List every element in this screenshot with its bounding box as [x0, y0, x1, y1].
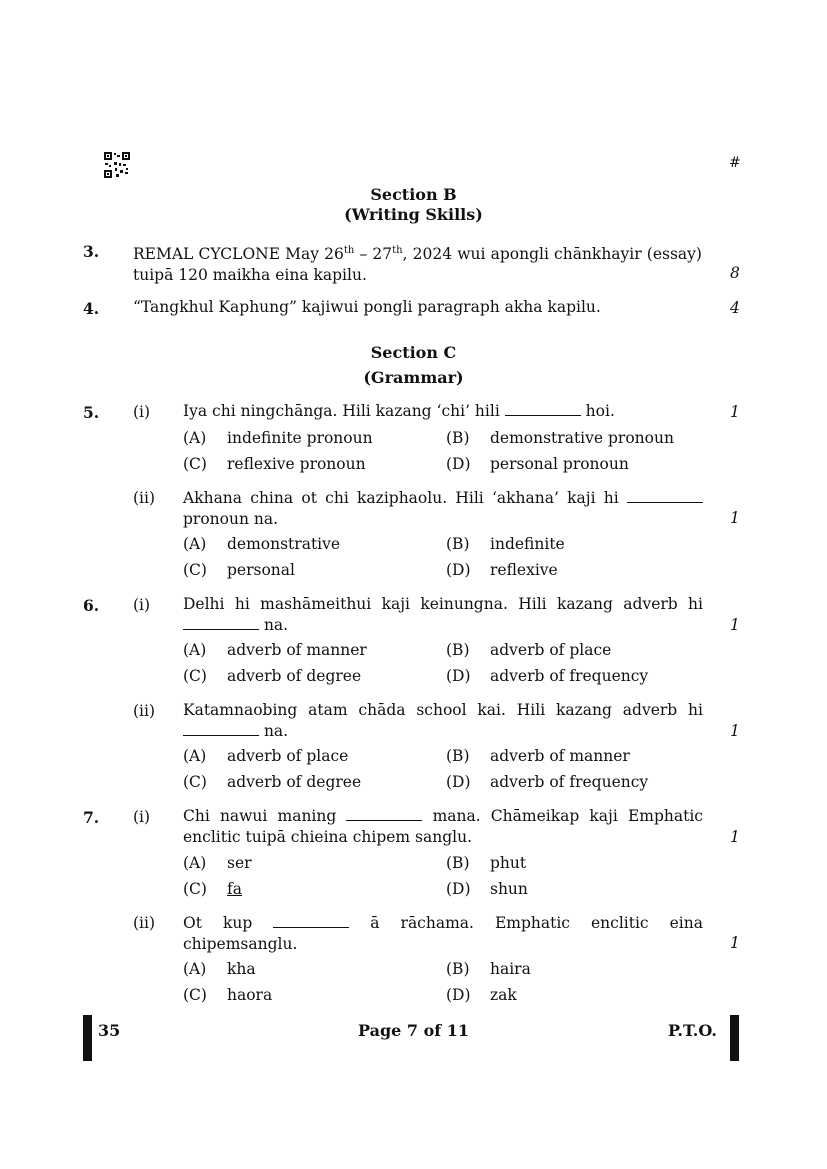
option-label: (A) [183, 960, 207, 978]
option-label: (A) [183, 854, 207, 872]
option-text: kha [227, 960, 256, 978]
option-text: fa [227, 880, 242, 898]
option-label: (A) [183, 429, 207, 447]
answer-blank [627, 490, 703, 503]
section-c-subtitle: (Grammar) [363, 368, 464, 387]
q5-i-label: (i) [133, 403, 151, 421]
answer-blank [505, 403, 581, 416]
option-text: phut [490, 854, 527, 872]
q5-ii-text: Akhana china ot chi kaziphaolu. Hili ‘akhana’ kaji hi pronoun na. [183, 488, 703, 530]
section-b-title: Section B [370, 185, 457, 204]
q5-ii-marks: 1 [730, 509, 740, 527]
q6-i-text: Delhi hi mashāmeithui kaji keinungna. Hili kazang adverb hi na. [183, 595, 703, 634]
footer-pto: P.T.O. [668, 1021, 717, 1040]
q7-i-text: Chi nawui maning mana. Chāmeikap kaji Emphatic enclitic tuipā chieina chipem sanglu. [183, 807, 703, 846]
section-b-subtitle: (Writing Skills) [344, 205, 483, 224]
q4-number: 4. [83, 299, 100, 318]
option-label: (C) [183, 561, 207, 579]
q6-i-label: (i) [133, 596, 151, 614]
footer-right-bar [730, 1015, 739, 1061]
answer-blank [273, 915, 349, 928]
option-text: zak [490, 986, 517, 1004]
option-label: (B) [446, 429, 470, 447]
option-text: adverb of manner [490, 747, 630, 765]
answer-blank [183, 617, 259, 630]
option-text: demonstrative pronoun [490, 429, 674, 447]
q7-ii-text: Ot kup ā rāchama. Emphatic enclitic eina chipemsanglu. [183, 914, 703, 953]
option-label: (D) [446, 667, 471, 685]
option-text: adverb of frequency [490, 773, 649, 791]
option-text: haira [490, 960, 531, 978]
option-label: (A) [183, 641, 207, 659]
option-text: adverb of manner [227, 641, 367, 659]
option-label: (B) [446, 747, 470, 765]
option-text: adverb of frequency [490, 667, 649, 685]
header-mark: # [729, 155, 741, 171]
option-text: indefinite [490, 535, 565, 553]
option-text: indefinite pronoun [227, 429, 373, 447]
option-label: (B) [446, 960, 470, 978]
option-label: (C) [183, 986, 207, 1004]
option-label: (D) [446, 455, 471, 473]
section-c-title: Section C [370, 343, 457, 362]
option-label: (D) [446, 773, 471, 791]
q7-i-marks: 1 [730, 828, 740, 846]
option-text: adverb of degree [227, 773, 362, 791]
q5-i-text: Iya chi ningchānga. Hili kazang ‘chi’ hili hoi. [183, 402, 615, 420]
option-label: (C) [183, 667, 207, 685]
option-text: adverb of degree [227, 667, 362, 685]
option-text: reflexive pronoun [227, 455, 366, 473]
q6-ii-label: (ii) [133, 702, 156, 720]
footer-code: 35 [98, 1021, 121, 1040]
option-label: (A) [183, 747, 207, 765]
answer-blank [183, 723, 259, 736]
q3-text: REMAL CYCLONE May 26th – 27th, 2024 wui apongli chānkhayir (essay) tuipā 120 maikha eina kapilu. [133, 245, 702, 285]
option-text: shun [490, 880, 528, 898]
option-label: (C) [183, 880, 207, 898]
option-label: (A) [183, 535, 207, 553]
option-text: adverb of place [490, 641, 612, 659]
option-text: reflexive [490, 561, 558, 579]
q4-marks: 4 [730, 299, 740, 317]
option-text: ser [227, 854, 252, 872]
footer-page-number: Page 7 of 11 [358, 1021, 469, 1040]
q3-number: 3. [83, 242, 100, 261]
q5-number: 5. [83, 403, 100, 422]
q5-i-marks: 1 [730, 403, 740, 421]
q7-i-label: (i) [133, 808, 151, 826]
q5-ii-label: (ii) [133, 489, 156, 507]
q3-marks: 8 [730, 264, 740, 282]
q6-number: 6. [83, 596, 100, 615]
q7-ii-marks: 1 [730, 934, 740, 952]
option-label: (B) [446, 535, 470, 553]
option-text: haora [227, 986, 273, 1004]
option-label: (D) [446, 986, 471, 1004]
option-label: (B) [446, 854, 470, 872]
qr-code [104, 152, 130, 178]
option-text: personal pronoun [490, 455, 629, 473]
q6-ii-text: Katamnaobing atam chāda school kai. Hili kazang adverb hi na. [183, 701, 703, 740]
option-text: personal [227, 561, 295, 579]
q7-ii-label: (ii) [133, 914, 156, 932]
option-label: (C) [183, 455, 207, 473]
option-label: (D) [446, 561, 471, 579]
q6-ii-marks: 1 [730, 722, 740, 740]
answer-blank [346, 808, 422, 821]
option-label: (B) [446, 641, 470, 659]
option-label: (C) [183, 773, 207, 791]
option-text: demonstrative [227, 535, 341, 553]
q7-number: 7. [83, 808, 100, 827]
option-label: (D) [446, 880, 471, 898]
option-text: adverb of place [227, 747, 349, 765]
q4-text: “Tangkhul Kaphung” kajiwui pongli paragraph akha kapilu. [133, 298, 601, 316]
q6-i-marks: 1 [730, 616, 740, 634]
